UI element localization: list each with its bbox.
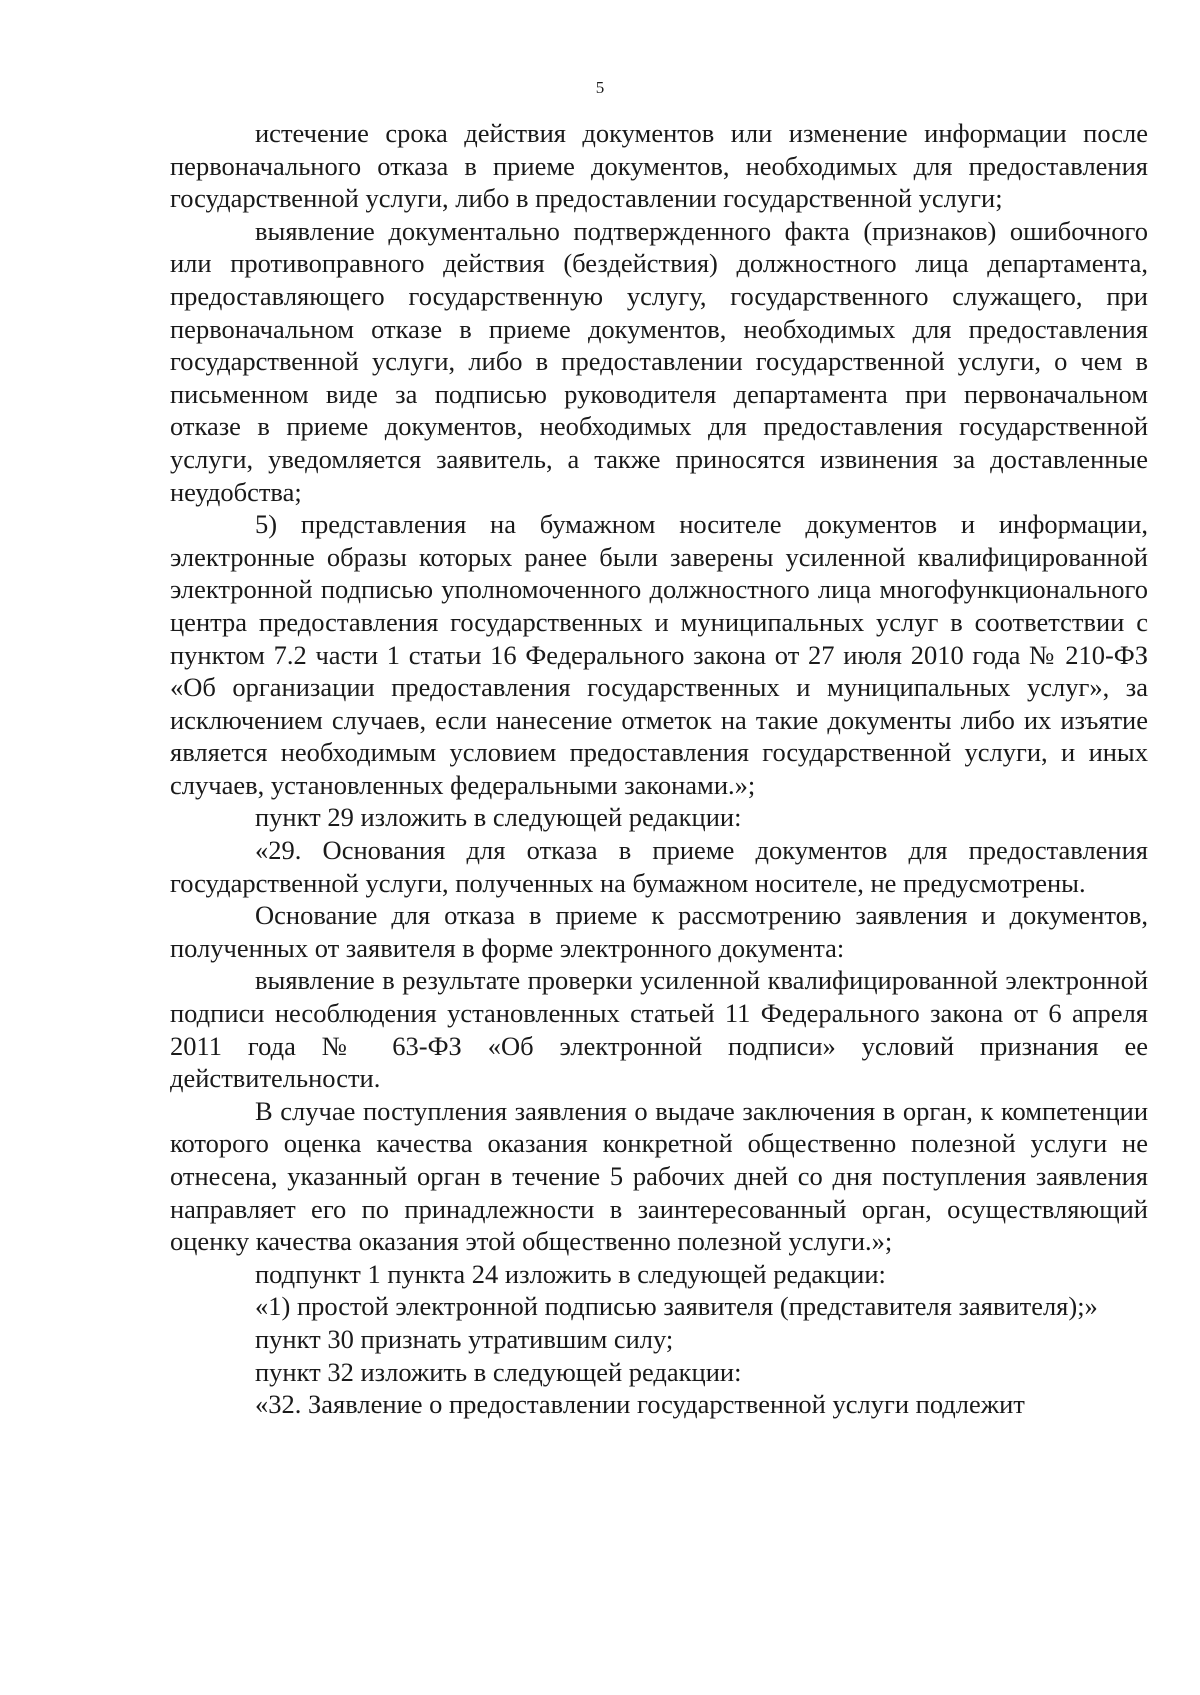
- paragraph-signature-check: выявление в результате проверки усиленной квалифицированной электронной подписи несоблюдения установленных статьей 11 Федерального закона от 6 апреля 2011 года № 63-ФЗ «Об электронной подписи» условий признания ее действительности.: [170, 965, 1148, 1094]
- paragraph-item-30-repealed: пункт 30 признать утратившим силу;: [255, 1323, 674, 1354]
- paragraph-item-5-paper-documents: 5) представления на бумажном носителе документов и информации, электронные образы которых ранее были заверены усиленной квалифицированной электронной подписью уполномоченного должностного лица многофункционального центра предоставления государственных и муниципальных услуг в соответствии с пунктом 7.2 части 1 статьи 16 Федерального закона от 27 июля 2010 года № 210-ФЗ «Об организации предоставления государственных и муниципальных услуг», за исключением случаев, если нанесение отметок на такие документы либо их изъятие является необходимым условием предоставления государственной услуги, и иных случаев, установленных федеральными законами.»;: [170, 509, 1148, 800]
- paragraph-refusal-grounds-electronic: Основание для отказа в приеме к рассмотрению заявления и документов, полученных от заявителя в форме электронного документа:: [170, 900, 1148, 963]
- paragraph-amend-item-32: пункт 32 изложить в следующей редакции:: [255, 1356, 742, 1387]
- paragraph-amend-item-29: пункт 29 изложить в следующей редакции:: [255, 802, 742, 833]
- paragraph-erroneous-action: выявление документально подтвержденного факта (признаков) ошибочного или противоправного действия (бездействия) должностного лица департамента, предоставляющего государственную услугу, государственного служащего, при первоначальном отказе в приеме документов, необходимых для предоставления государственной услуги, либо в предоставлении государственной услуги, о чем в письменном виде за подписью руководителя департамента при первоначальном отказе в приеме документов, необходимых для предоставления государственной услуги, уведомляется заявитель, а также приносятся извинения за доставленные неудобства;: [170, 215, 1148, 507]
- paragraph-simple-signature: «1) простой электронной подписью заявителя (представителя заявителя);»: [255, 1291, 1098, 1322]
- paragraph-item-32-text: «32. Заявление о предоставлении государственной услуги подлежит: [255, 1389, 1025, 1420]
- document-body: [170, 117, 1148, 1421]
- paragraph-item-29-text: «29. Основания для отказа в приеме документов для предоставления государственной услуги, полученных на бумажном носителе, не предусмотрены.: [170, 835, 1148, 898]
- page-number: 5: [595, 78, 605, 97]
- paragraph-wrong-authority: В случае поступления заявления о выдаче заключения в орган, к компетенции которого оценка качества оказания конкретной общественно полезной услуги не отнесена, указанный орган в течение 5 рабочих дней со дня поступления заявления направляет его по принадлежности в заинтересованный орган, осуществляющий оценку качества оказания этой общественно полезной услуги.»;: [170, 1095, 1148, 1257]
- paragraph-document-expiry: истечение срока действия документов или изменение информации после первоначального отказа в приеме документов, необходимых для предоставления государственной услуги, либо в предоставлении государственной услуги;: [170, 118, 1148, 214]
- paragraph-amend-subitem-1-item-24: подпункт 1 пункта 24 изложить в следующей редакции:: [255, 1258, 886, 1289]
